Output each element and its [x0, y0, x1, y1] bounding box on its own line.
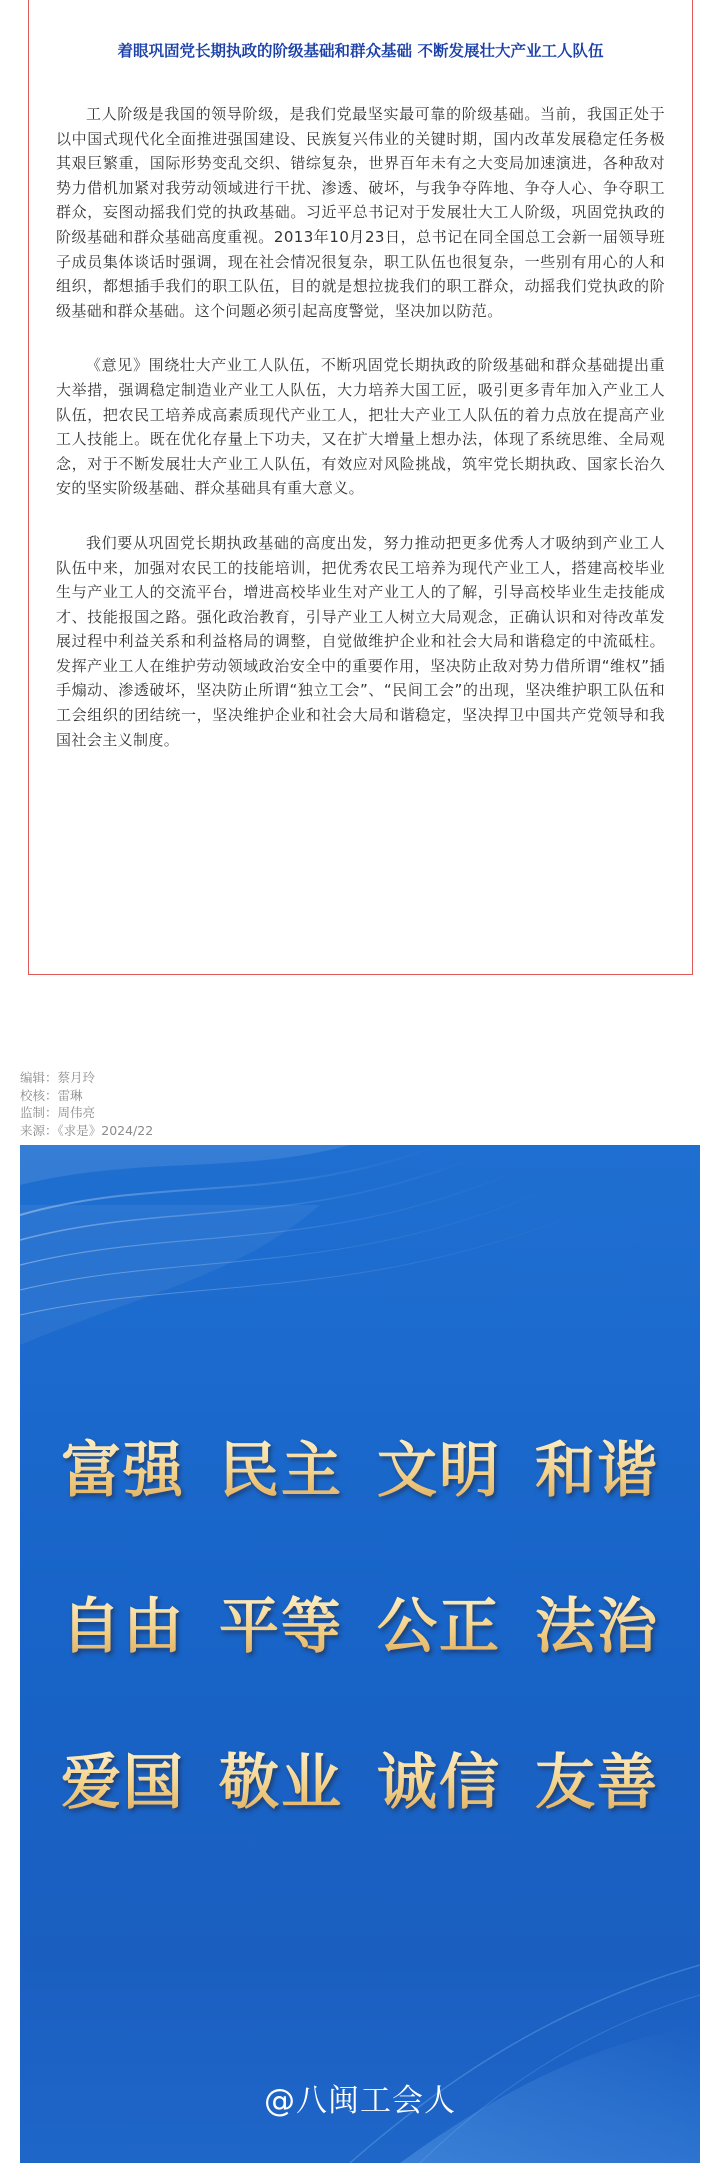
value-word: 和谐 [535, 1432, 659, 1510]
values-row [20, 1588, 700, 1666]
value-word: 爱国 [61, 1744, 185, 1822]
article-title: 着眼巩固党长期执政的阶级基础和群众基础 不断发展壮大产业工人队伍 [117, 42, 604, 60]
poster-signature: @八闽工会人 [264, 2083, 456, 2119]
core-values-poster [20, 1145, 700, 2163]
value-word: 自由 [61, 1588, 185, 1666]
credit-supervisor: 监制：周伟亮 [20, 1105, 96, 1120]
credit-proofreader: 校核：雷琳 [20, 1087, 83, 1103]
value-word: 公正 [377, 1588, 501, 1666]
article-box [28, 0, 693, 975]
value-word: 敬业 [219, 1744, 343, 1822]
value-word: 民主 [219, 1432, 343, 1510]
credit-editor: 编辑：蔡月玲 [20, 1070, 96, 1085]
values-row [20, 1432, 700, 1510]
value-word: 富强 [61, 1432, 185, 1510]
core-values-grid [20, 1432, 700, 1900]
credit-source: 来源：《求是》2024/22 [20, 1122, 154, 1138]
credits [20, 1069, 153, 1139]
value-word: 诚信 [377, 1744, 501, 1822]
article-paragraph: 工人阶级是我国的领导阶级，是我们党最坚实最可靠的阶级基础。当前，我国正处于以中国式现代化全面推进强国建设、民族复兴伟业的关键时期，国内改革发展稳定任务极其艰巨繁重，国际形势变乱交织、错综复杂，世界百年未有之大变局加速演进，各种敌对势力借机加紧对我劳动领域进行干扰、渗透、破坏，与我争夺阵地、争夺人心、争夺职工群众，妄图动摇我们党的执政基础。习近平总书记对于发展壮大工人阶级，巩固党执政的阶级基础和群众基础高度重视。2013年10月23日，总书记在同全国总工会新一届领导班子成员集体谈话时强调，现在社会情况很复杂，职工队伍也很复杂，一些别有用心的人和组织，都想插手我们的职工队伍，目的就是想拉拢我们的职工群众，动摇我们党执政的阶级基础和群众基础。这个问题必须引起高度警觉，坚决加以防范。 [56, 105, 665, 320]
value-word: 平等 [219, 1588, 343, 1666]
value-word: 友善 [535, 1744, 659, 1822]
article-paragraph: 《意见》围绕壮大产业工人队伍，不断巩固党长期执政的阶级基础和群众基础提出重大举措，强调稳定制造业产业工人队伍，大力培养大国工匠，吸引更多青年加入产业工人队伍，把农民工培养成高素质现代产业工人，把壮大产业工人队伍的着力点放在提高产业工人技能上。既在优化存量上下功夫，又在扩大增量上想办法，体现了系统思维、全局观念，对于不断发展壮大产业工人队伍，有效应对风险挑战，筑牢党长期执政、国家长治久安的坚实阶级基础、群众基础具有重大意义。 [56, 356, 665, 498]
value-word: 法治 [535, 1588, 659, 1666]
article-paragraph: 我们要从巩固党长期执政基础的高度出发，努力推动把更多优秀人才吸纳到产业工人队伍中来，加强对农民工的技能培训，把优秀农民工培养为现代产业工人，搭建高校毕业生与产业工人的交流平台，增进高校毕业生对产业工人的了解，引导高校毕业生走技能成才、技能报国之路。强化政治教育，引导产业工人树立大局观念，正确认识和对待改革发展过程中利益关系和利益格局的调整，自觉做维护企业和社会大局和谐稳定的中流砥柱。发挥产业工人在维护劳动领域政治安全中的重要作用，坚决防止敌对势力借所谓“维权”插手煽动、渗透破坏，坚决防止所谓“独立工会”、“民间工会”的出现，坚决维护职工队伍和工会组织的团结统一，坚决维护企业和社会大局和谐稳定，坚决捍卫中国共产党领导和我国社会主义制度。 [56, 533, 665, 749]
values-row [20, 1744, 700, 1822]
value-word: 文明 [377, 1432, 501, 1510]
